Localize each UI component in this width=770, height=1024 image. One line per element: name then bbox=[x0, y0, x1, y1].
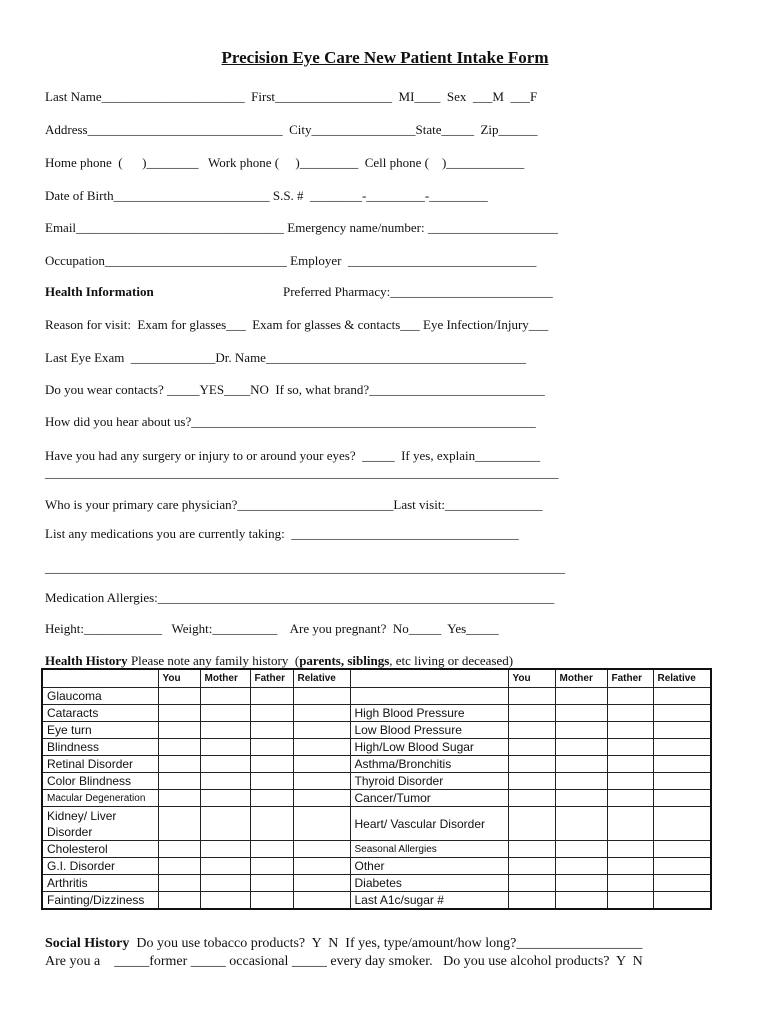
check-cell[interactable] bbox=[200, 858, 250, 875]
header-condition-left bbox=[42, 669, 158, 688]
check-cell[interactable] bbox=[250, 790, 293, 807]
condition-right-cell: Thyroid Disorder bbox=[350, 773, 508, 790]
check-cell[interactable] bbox=[200, 875, 250, 892]
check-cell[interactable] bbox=[607, 892, 653, 910]
table-header-row bbox=[42, 669, 711, 688]
check-cell[interactable] bbox=[250, 858, 293, 875]
health-history-note-b: , etc living or deceased) bbox=[389, 653, 514, 668]
check-cell[interactable] bbox=[200, 739, 250, 756]
check-cell[interactable] bbox=[200, 773, 250, 790]
table-row bbox=[42, 807, 711, 841]
check-cell[interactable] bbox=[607, 773, 653, 790]
condition-left-cell: Color Blindness bbox=[42, 773, 158, 790]
occupation-line[interactable]: Occupation____________________________ Employer _____________________________ bbox=[45, 253, 537, 268]
reason-for-visit-line[interactable]: Reason for visit: Exam for glasses___ Exam for glasses & contacts___ Eye Infection/Injury___ bbox=[45, 317, 549, 332]
check-cell[interactable] bbox=[607, 858, 653, 875]
check-cell[interactable] bbox=[158, 790, 200, 807]
contacts-line[interactable]: Do you wear contacts? _____YES____NO If so, what brand?___________________________ bbox=[45, 382, 545, 397]
table-row bbox=[42, 756, 711, 773]
condition-right-cell: Last A1c/sugar # bbox=[350, 892, 508, 910]
check-cell[interactable] bbox=[607, 790, 653, 807]
condition-left-cell: Kidney/ Liver Disorder bbox=[42, 807, 158, 841]
check-cell[interactable] bbox=[653, 688, 711, 705]
condition-left-cell: Macular Degeneration bbox=[42, 790, 158, 807]
name-line[interactable]: Last Name______________________ First__________________ MI____ Sex ___M ___F bbox=[45, 89, 538, 104]
check-cell[interactable] bbox=[200, 790, 250, 807]
table-row bbox=[42, 688, 711, 705]
check-cell[interactable] bbox=[653, 705, 711, 722]
check-cell[interactable] bbox=[555, 875, 607, 892]
check-cell[interactable] bbox=[158, 739, 200, 756]
check-cell[interactable] bbox=[200, 807, 250, 841]
check-cell[interactable] bbox=[293, 688, 350, 705]
health-history-heading bbox=[45, 653, 513, 669]
condition-left-cell: Cholesterol bbox=[42, 841, 158, 858]
check-cell[interactable] bbox=[508, 705, 555, 722]
table-row bbox=[42, 739, 711, 756]
referral-line[interactable]: How did you hear about us?_____________________________________________________ bbox=[45, 414, 536, 429]
check-cell[interactable] bbox=[555, 773, 607, 790]
table-row bbox=[42, 892, 711, 910]
table-row bbox=[42, 773, 711, 790]
table-row bbox=[42, 841, 711, 858]
check-cell[interactable] bbox=[158, 773, 200, 790]
check-cell[interactable] bbox=[293, 773, 350, 790]
health-history-note-a: Please note any family history ( bbox=[127, 653, 300, 668]
check-cell[interactable] bbox=[653, 756, 711, 773]
phone-line[interactable]: Home phone ( )________ Work phone ( )_________ Cell phone ( )____________ bbox=[45, 155, 525, 170]
check-cell[interactable] bbox=[158, 705, 200, 722]
check-cell[interactable] bbox=[607, 739, 653, 756]
check-cell[interactable] bbox=[158, 807, 200, 841]
check-cell[interactable] bbox=[293, 756, 350, 773]
check-cell[interactable] bbox=[607, 722, 653, 739]
check-cell[interactable] bbox=[555, 858, 607, 875]
check-cell[interactable] bbox=[508, 790, 555, 807]
table-row bbox=[42, 722, 711, 739]
check-cell[interactable] bbox=[653, 773, 711, 790]
check-cell[interactable] bbox=[158, 722, 200, 739]
check-cell[interactable] bbox=[158, 841, 200, 858]
medications-line[interactable]: List any medications you are currently taking: ___________________________________ bbox=[45, 526, 519, 541]
header-you: You bbox=[158, 669, 200, 688]
check-cell[interactable] bbox=[653, 858, 711, 875]
check-cell[interactable] bbox=[653, 841, 711, 858]
check-cell[interactable] bbox=[653, 790, 711, 807]
condition-left-cell: Eye turn bbox=[42, 722, 158, 739]
social-history-line-2[interactable]: Are you a _____former _____ occasional _____ every day smoker. Do you use alcohol products? Y N bbox=[45, 954, 643, 969]
form-title: Precision Eye Care New Patient Intake Form bbox=[221, 48, 549, 67]
condition-right-cell: High/Low Blood Sugar bbox=[350, 739, 508, 756]
table-row bbox=[42, 875, 711, 892]
surgery-explain-line[interactable]: _______________________________________________________________________________ bbox=[45, 465, 559, 480]
health-information-heading: Health Information bbox=[45, 284, 154, 299]
condition-left-cell: Retinal Disorder bbox=[42, 756, 158, 773]
check-cell[interactable] bbox=[158, 756, 200, 773]
check-cell[interactable] bbox=[555, 705, 607, 722]
check-cell[interactable] bbox=[508, 773, 555, 790]
check-cell[interactable] bbox=[200, 722, 250, 739]
check-cell[interactable] bbox=[250, 875, 293, 892]
check-cell[interactable] bbox=[293, 807, 350, 841]
check-cell[interactable] bbox=[555, 756, 607, 773]
medication-allergies-line[interactable]: Medication Allergies:_____________________________________________________________ bbox=[45, 590, 555, 605]
health-history-label: Health History bbox=[45, 653, 128, 668]
check-cell[interactable] bbox=[158, 892, 200, 910]
check-cell[interactable] bbox=[607, 807, 653, 841]
check-cell[interactable] bbox=[250, 739, 293, 756]
health-history-table bbox=[41, 668, 712, 910]
check-cell[interactable] bbox=[293, 841, 350, 858]
check-cell[interactable] bbox=[200, 756, 250, 773]
header-condition-right bbox=[350, 669, 508, 688]
check-cell[interactable] bbox=[508, 739, 555, 756]
check-cell[interactable] bbox=[200, 705, 250, 722]
check-cell[interactable] bbox=[293, 739, 350, 756]
social-history-line-1[interactable] bbox=[45, 936, 642, 952]
check-cell[interactable] bbox=[555, 739, 607, 756]
check-cell[interactable] bbox=[200, 841, 250, 858]
check-cell[interactable] bbox=[250, 773, 293, 790]
check-cell[interactable] bbox=[607, 875, 653, 892]
surgery-line[interactable]: Have you had any surgery or injury to or around your eyes? _____ If yes, explain__________ bbox=[45, 448, 541, 463]
check-cell[interactable] bbox=[653, 875, 711, 892]
header-relative: Relative bbox=[293, 669, 350, 688]
email-emergency-line[interactable]: Email________________________________ Emergency name/number: ____________________ bbox=[45, 220, 558, 235]
check-cell[interactable] bbox=[250, 756, 293, 773]
dob-ssn-line[interactable]: Date of Birth________________________ S.S. # ________-_________-_________ bbox=[45, 188, 488, 203]
social-history-label: Social History bbox=[45, 936, 130, 951]
primary-care-line[interactable]: Who is your primary care physician?________________________Last visit:_______________ bbox=[45, 497, 543, 512]
table-row bbox=[42, 790, 711, 807]
condition-right-cell: High Blood Pressure bbox=[350, 705, 508, 722]
header-mother: Mother bbox=[555, 669, 607, 688]
check-cell[interactable] bbox=[250, 705, 293, 722]
check-cell[interactable] bbox=[250, 892, 293, 910]
header-mother: Mother bbox=[200, 669, 250, 688]
condition-right-cell: Other bbox=[350, 858, 508, 875]
check-cell[interactable] bbox=[250, 722, 293, 739]
height-weight-line[interactable]: Height:____________ Weight:__________ Are you pregnant? No_____ Yes_____ bbox=[45, 621, 499, 636]
header-you: You bbox=[508, 669, 555, 688]
check-cell[interactable] bbox=[293, 892, 350, 910]
check-cell[interactable] bbox=[293, 705, 350, 722]
condition-right-cell: Diabetes bbox=[350, 875, 508, 892]
check-cell[interactable] bbox=[508, 756, 555, 773]
check-cell[interactable] bbox=[508, 841, 555, 858]
condition-left-cell: Glaucoma bbox=[42, 688, 158, 705]
check-cell[interactable] bbox=[508, 858, 555, 875]
check-cell[interactable] bbox=[653, 807, 711, 841]
condition-right-cell: Cancer/Tumor bbox=[350, 790, 508, 807]
check-cell[interactable] bbox=[555, 892, 607, 910]
check-cell[interactable] bbox=[293, 875, 350, 892]
check-cell[interactable] bbox=[508, 807, 555, 841]
table-row bbox=[42, 858, 711, 875]
check-cell[interactable] bbox=[555, 688, 607, 705]
check-cell[interactable] bbox=[508, 892, 555, 910]
check-cell[interactable] bbox=[653, 739, 711, 756]
header-relative: Relative bbox=[653, 669, 711, 688]
check-cell[interactable] bbox=[607, 756, 653, 773]
table-row bbox=[42, 705, 711, 722]
check-cell[interactable] bbox=[250, 807, 293, 841]
condition-left-cell: Cataracts bbox=[42, 705, 158, 722]
medications-continued-line[interactable]: ________________________________________________________________________________ bbox=[45, 560, 565, 575]
social-history-tobacco: Do you use tobacco products? Y N If yes, type/amount/how long?__________________ bbox=[129, 936, 643, 951]
check-cell[interactable] bbox=[555, 722, 607, 739]
preferred-pharmacy-field[interactable]: Preferred Pharmacy:_________________________ bbox=[283, 284, 553, 299]
check-cell[interactable] bbox=[653, 722, 711, 739]
condition-right-cell bbox=[350, 688, 508, 705]
check-cell[interactable] bbox=[158, 858, 200, 875]
condition-right-cell: Asthma/Bronchitis bbox=[350, 756, 508, 773]
check-cell[interactable] bbox=[607, 688, 653, 705]
check-cell[interactable] bbox=[555, 790, 607, 807]
condition-right-cell: Low Blood Pressure bbox=[350, 722, 508, 739]
check-cell[interactable] bbox=[293, 858, 350, 875]
condition-right-cell: Seasonal Allergies bbox=[350, 841, 508, 858]
condition-right-cell: Heart/ Vascular Disorder bbox=[350, 807, 508, 841]
header-father: Father bbox=[250, 669, 293, 688]
check-cell[interactable] bbox=[555, 807, 607, 841]
check-cell[interactable] bbox=[508, 875, 555, 892]
check-cell[interactable] bbox=[607, 705, 653, 722]
check-cell[interactable] bbox=[508, 688, 555, 705]
check-cell[interactable] bbox=[293, 722, 350, 739]
check-cell[interactable] bbox=[158, 688, 200, 705]
last-eye-exam-line[interactable]: Last Eye Exam _____________Dr. Name________________________________________ bbox=[45, 350, 526, 365]
check-cell[interactable] bbox=[200, 892, 250, 910]
check-cell[interactable] bbox=[555, 841, 607, 858]
condition-left-cell: Fainting/Dizziness bbox=[42, 892, 158, 910]
check-cell[interactable] bbox=[653, 892, 711, 910]
check-cell[interactable] bbox=[607, 841, 653, 858]
check-cell[interactable] bbox=[158, 875, 200, 892]
check-cell[interactable] bbox=[293, 790, 350, 807]
check-cell[interactable] bbox=[200, 688, 250, 705]
check-cell[interactable] bbox=[508, 722, 555, 739]
condition-left-cell: Arthritis bbox=[42, 875, 158, 892]
check-cell[interactable] bbox=[250, 841, 293, 858]
health-history-note-bold: parents, siblings bbox=[299, 653, 390, 668]
address-line[interactable]: Address______________________________ City________________State_____ Zip______ bbox=[45, 122, 538, 137]
condition-left-cell: G.I. Disorder bbox=[42, 858, 158, 875]
condition-left-cell: Blindness bbox=[42, 739, 158, 756]
check-cell[interactable] bbox=[250, 688, 293, 705]
header-father: Father bbox=[607, 669, 653, 688]
